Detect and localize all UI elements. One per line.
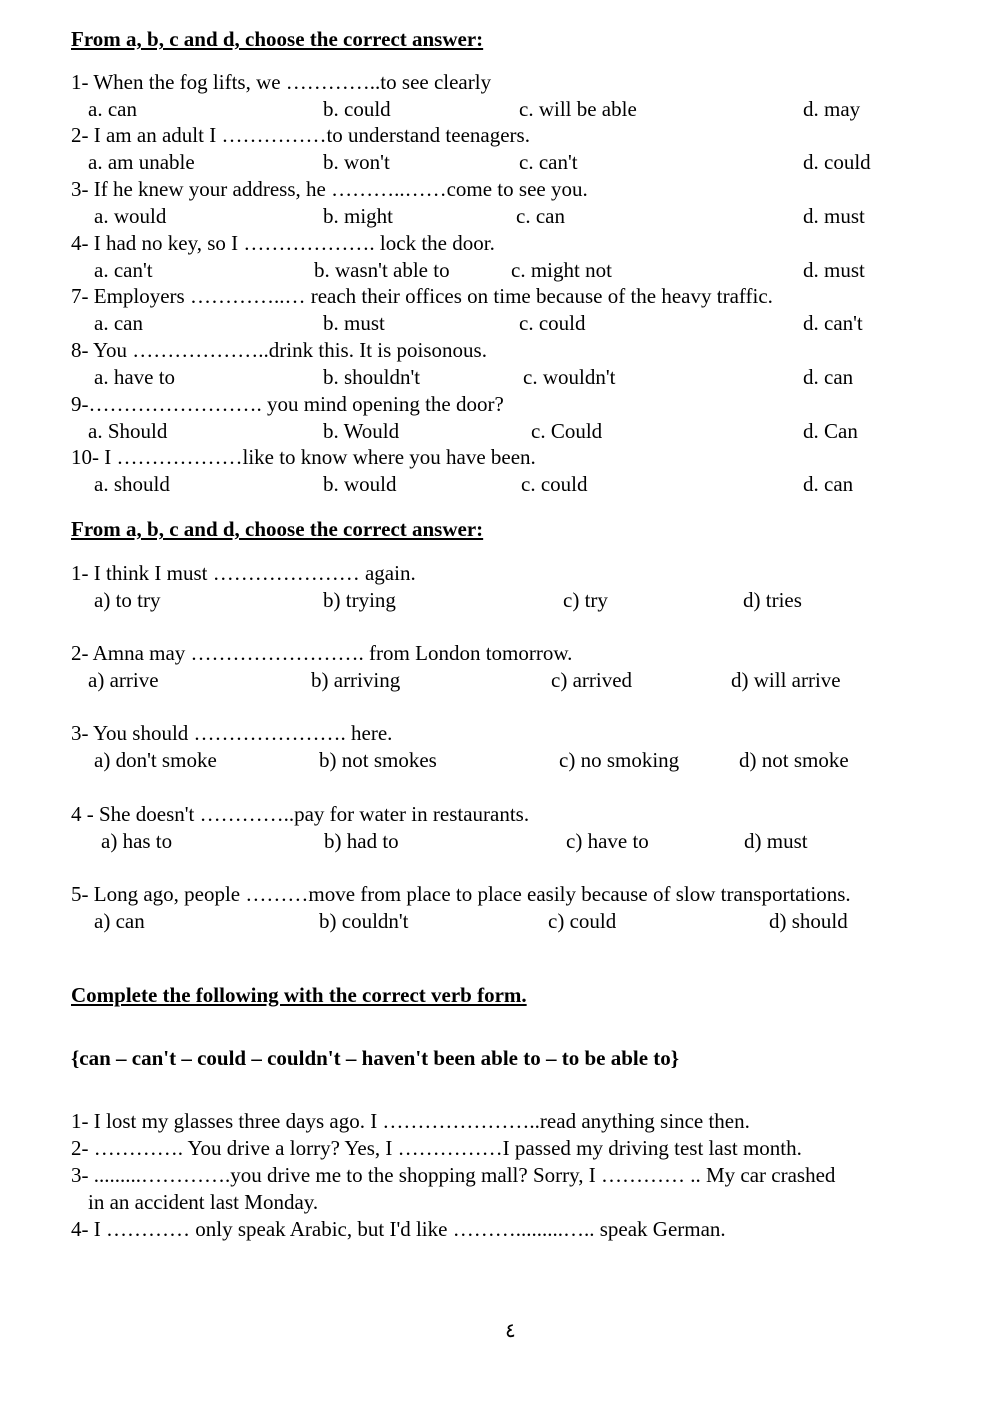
s1-q4: 4- I had no key, so I ………………. lock the door.: [71, 231, 495, 255]
s1-q4-opt-c: c. might not: [511, 258, 612, 282]
s2-q5-opt-c: c) could: [548, 909, 617, 933]
s1-q10: 10- I ………………like to know where you have been.: [71, 445, 536, 469]
section3-heading: Complete the following with the correct verb form.: [71, 983, 527, 1007]
s1-q8-opt-b: b. shouldn't: [323, 365, 421, 389]
s1-q2-opt-b: b. won't: [323, 150, 390, 174]
s2-q2-opt-c: c) arrived: [551, 668, 633, 692]
s1-q4-opt-b: b. wasn't able to: [314, 258, 450, 282]
s2-q5-opt-a: a) can: [94, 909, 145, 933]
word-bank: {can – can't – could – couldn't – haven't been able to – to be able to}: [71, 1046, 680, 1070]
s1-q3-opt-d: d. must: [803, 204, 865, 228]
s2-q4-opt-d: d) must: [744, 829, 808, 853]
s2-q4-opt-a: a) has to: [101, 829, 173, 853]
s1-q9-opt-d: d. Can: [803, 419, 858, 443]
s2-q3-opt-b: b) not smokes: [319, 748, 437, 772]
s1-q1: 1- When the fog lifts, we …………..to see clearly: [71, 70, 492, 94]
s1-q1-opt-a: a. can: [88, 97, 137, 121]
s1-q7-opt-a: a. can: [94, 311, 143, 335]
s2-q2-opt-d: d) will arrive: [731, 668, 841, 692]
s2-q4-opt-c: c) have to: [566, 829, 649, 853]
s2-q1: 1- I think I must ………………… again.: [71, 561, 416, 585]
s2-q3-opt-a: a) don't smoke: [94, 748, 217, 772]
s1-q7-opt-d: d. can't: [803, 311, 863, 335]
s1-q8-opt-d: d. can: [803, 365, 854, 389]
s1-q8-opt-a: a. have to: [94, 365, 176, 389]
s2-q2-opt-a: a) arrive: [88, 668, 159, 692]
s1-q7-opt-c: c. could: [519, 311, 586, 335]
s1-q1-opt-d: d. may: [803, 97, 861, 121]
s1-q4-opt-a: a. can't: [94, 258, 153, 282]
s1-q3-opt-b: b. might: [323, 204, 394, 228]
s1-q1-opt-b: b. could: [323, 97, 391, 121]
s2-q1-opt-a: a) to try: [94, 588, 161, 612]
s2-q2: 2- Amna may ……………………. from London tomorrow.: [71, 641, 573, 665]
s1-q9: 9-……………………. you mind opening the door?: [71, 392, 504, 416]
s1-q3: 3- If he knew your address, he ………..……come to see you.: [71, 177, 588, 201]
s3-line2: 2- …………. You drive a lorry? Yes, I ……………I passed my driving test last month.: [71, 1136, 802, 1160]
s1-q7-opt-b: b. must: [323, 311, 385, 335]
s1-q2: 2- I am an adult I ……………to understand teenagers.: [71, 123, 530, 147]
s2-q1-opt-d: d) tries: [743, 588, 802, 612]
s2-q3-opt-d: d) not smoke: [739, 748, 849, 772]
s2-q5-opt-d: d) should: [769, 909, 848, 933]
s1-q2-opt-c: c. can't: [519, 150, 578, 174]
s1-q2-opt-d: d. could: [803, 150, 871, 174]
s2-q3-opt-c: c) no smoking: [559, 748, 680, 772]
s1-q9-opt-a: a. Should: [88, 419, 168, 443]
s2-q4: 4 - She doesn't …………..pay for water in restaurants.: [71, 802, 530, 826]
s2-q5-opt-b: b) couldn't: [319, 909, 409, 933]
s3-line4: 4- I ………… only speak Arabic, but I'd like ……….........….. speak German.: [71, 1217, 726, 1241]
s1-q1-opt-c: c. will be able: [519, 97, 637, 121]
s1-q3-opt-c: c. can: [516, 204, 565, 228]
s1-q3-opt-a: a. would: [94, 204, 167, 228]
s2-q2-opt-b: b) arriving: [311, 668, 401, 692]
s1-q7: 7- Employers …………..… reach their offices on time because of the heavy traffic.: [71, 284, 773, 308]
section2-heading: From a, b, c and d, choose the correct answer:: [71, 517, 484, 541]
s2-q4-opt-b: b) had to: [324, 829, 399, 853]
s1-q9-opt-c: c. Could: [531, 419, 603, 443]
s1-q4-opt-d: d. must: [803, 258, 865, 282]
s1-q10-opt-a: a. should: [94, 472, 170, 496]
s2-q3: 3- You should …………………. here.: [71, 721, 393, 745]
s1-q10-opt-b: b. would: [323, 472, 397, 496]
s2-q1-opt-c: c) try: [563, 588, 608, 612]
s3-line3-continued: in an accident last Monday.: [88, 1190, 319, 1214]
s2-q5: 5- Long ago, people ………move from place to place easily because of slow transportations.: [71, 882, 851, 906]
s1-q8-opt-c: c. wouldn't: [523, 365, 616, 389]
page-number: ٤: [505, 1320, 516, 1342]
s1-q10-opt-c: c. could: [521, 472, 588, 496]
s3-line1: 1- I lost my glasses three days ago. I …………………..read anything since then.: [71, 1109, 750, 1133]
s1-q2-opt-a: a. am unable: [88, 150, 195, 174]
s1-q9-opt-b: b. Would: [323, 419, 400, 443]
s2-q1-opt-b: b) trying: [323, 588, 396, 612]
s3-line3: 3- .........………….you drive me to the shopping mall? Sorry, I ………… .. My car crashed: [71, 1163, 836, 1187]
s1-q10-opt-d: d. can: [803, 472, 854, 496]
section1-heading: From a, b, c and d, choose the correct answer:: [71, 27, 484, 51]
s1-q8: 8- You ………………..drink this. It is poisonous.: [71, 338, 487, 362]
